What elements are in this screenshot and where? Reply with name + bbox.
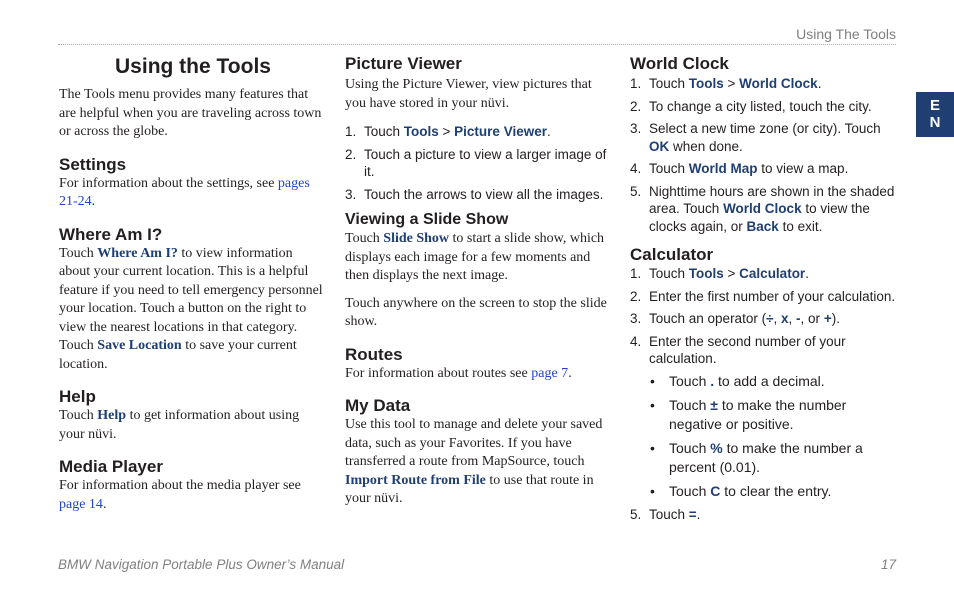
list-item: 3. Select a new time zone (or city). Touch OK when done. bbox=[630, 121, 881, 154]
list-item: • Touch . to add a decimal. bbox=[650, 372, 825, 389]
language-tab[interactable] bbox=[916, 92, 954, 137]
language-tab-letter-2: N bbox=[929, 114, 941, 131]
media-player-page-link[interactable]: page 14 bbox=[59, 496, 103, 512]
calculator-options-list bbox=[649, 372, 900, 501]
routes-heading: Routes bbox=[345, 344, 403, 364]
where-am-i-heading: Where Am I? bbox=[59, 224, 163, 244]
help-term: Help bbox=[97, 408, 127, 423]
column-1 bbox=[59, 54, 327, 514]
help-paragraph: Touch Help to get information about using your nüvi. bbox=[59, 408, 300, 442]
list-item: 4. Touch World Map to view a map. bbox=[630, 161, 849, 176]
routes-paragraph: For information about routes see page 7. bbox=[345, 365, 572, 381]
running-head: Using The Tools bbox=[796, 26, 896, 42]
calculator-heading: Calculator bbox=[630, 245, 714, 264]
list-item: 5. Nighttime hours are shown in the shaded area. Touch World Clock to view the clocks again, or Back to exit. bbox=[630, 183, 895, 234]
routes-page-link[interactable]: page 7 bbox=[531, 365, 569, 381]
page-number: 17 bbox=[880, 557, 896, 572]
world-clock-steps bbox=[630, 75, 900, 235]
list-item: 4. Enter the second number of your calculation. • Touch . to add a decimal. • Touch ± to make the number negative or positive. • Touch % to make the number a percent (0.01). • Touch C to clear the entry. bbox=[630, 333, 900, 501]
calculator-steps bbox=[630, 265, 900, 523]
list-item: • Touch % to make the number a percent (0.01). bbox=[650, 439, 863, 475]
media-player-heading: Media Player bbox=[59, 457, 163, 476]
slide-show-stop-paragraph: Touch anywhere on the screen to stop the slide show. bbox=[345, 295, 607, 329]
column-2 bbox=[345, 54, 615, 509]
slide-show-term: Slide Show bbox=[383, 231, 450, 246]
column-3 bbox=[630, 54, 900, 528]
where-am-i-term: Where Am I? bbox=[97, 245, 178, 261]
header-rule bbox=[58, 44, 896, 45]
list-item: 1. Touch Tools > Calculator. bbox=[630, 266, 809, 281]
where-am-i-paragraph: Touch Where Am I? to view information about your current location. This is a helpful feature if you need to tell emergency personnel your location. Touch a button on the right to view the nearest locations in that category. Touch Save Location to save your current location. bbox=[59, 245, 323, 372]
slide-show-paragraph: Touch Slide Show to start a slide show, which displays each image for a few moments and then displays the next image. bbox=[345, 231, 605, 283]
footer-manual-title: BMW Navigation Portable Plus Owner’s Manual bbox=[58, 557, 345, 572]
world-clock-heading: World Clock bbox=[630, 54, 729, 73]
list-item: 3. Touch the arrows to view all the images. bbox=[345, 186, 604, 202]
picture-viewer-heading: Picture Viewer bbox=[345, 54, 462, 73]
list-item: 2. Enter the first number of your calculation. bbox=[630, 288, 896, 304]
list-item: 2. To change a city listed, touch the city. bbox=[630, 98, 872, 114]
slide-show-heading: Viewing a Slide Show bbox=[345, 211, 509, 228]
my-data-paragraph: Use this tool to manage and delete your saved data, such as your Favorites. If you have transferred a route from MapSource, touch Import Route from File to use that route in your nüvi. bbox=[345, 417, 603, 506]
picture-viewer-steps bbox=[345, 123, 615, 203]
settings-paragraph: For information about the settings, see pages 21-24. bbox=[59, 175, 310, 209]
list-item: 5. Touch =. bbox=[630, 506, 701, 522]
list-item: 1. Touch Tools > World Clock. bbox=[630, 76, 822, 91]
list-item: 2. Touch a picture to view a larger image of it. bbox=[345, 146, 607, 179]
list-item: 1. Touch Tools > Picture Viewer. bbox=[345, 124, 551, 139]
settings-heading: Settings bbox=[59, 154, 127, 174]
list-item: • Touch ± to make the number negative or positive. bbox=[650, 396, 847, 432]
import-route-term: Import Route from File bbox=[345, 472, 486, 488]
settings-pages-link[interactable]: pages 21-24 bbox=[59, 175, 310, 209]
picture-viewer-intro: Using the Picture Viewer, view pictures that you have stored in your nüvi. bbox=[345, 77, 592, 111]
chapter-title: Using the Tools bbox=[115, 55, 271, 78]
list-item: 3. Touch an operator (÷, x, -, or +). bbox=[630, 311, 840, 326]
intro-paragraph: The Tools menu provides many features that are helpful when you are traveling across town or across the globe. bbox=[59, 87, 322, 139]
list-item: • Touch C to clear the entry. bbox=[650, 482, 832, 499]
language-tab-letter-1: E bbox=[929, 97, 940, 114]
save-location-term: Save Location bbox=[97, 338, 182, 353]
help-heading: Help bbox=[59, 387, 96, 406]
my-data-heading: My Data bbox=[345, 396, 411, 415]
media-player-paragraph: For information about the media player see page 14. bbox=[59, 478, 301, 512]
